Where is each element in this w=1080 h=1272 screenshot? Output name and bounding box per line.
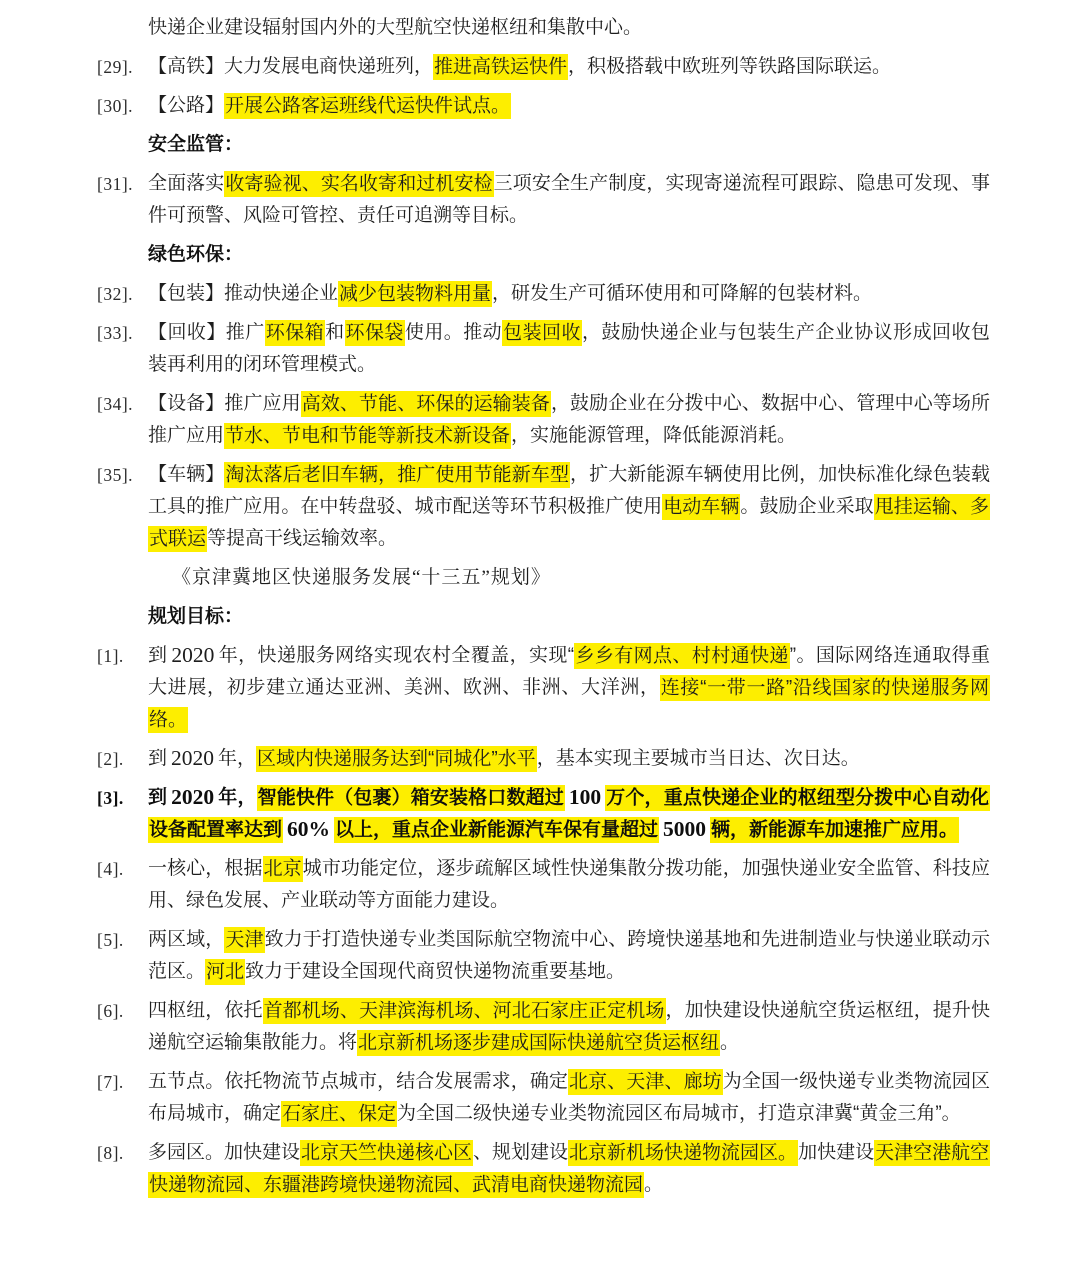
paragraph-text — [148, 601, 990, 633]
paragraph-3 — [97, 782, 990, 846]
number-value: 60% — [287, 817, 331, 841]
paragraph-text — [148, 388, 990, 452]
paragraph-4 — [97, 853, 990, 917]
highlighted-text: 河北 — [205, 959, 245, 985]
paragraph-number: [2]. — [97, 749, 124, 769]
paragraph-number — [97, 129, 148, 161]
paragraph-7 — [97, 1066, 990, 1130]
paragraph-text — [148, 51, 990, 83]
text-run: ，鼓励企业在分拨中心、数据中心、管理中心等场所推广应用 — [148, 393, 990, 446]
text-run: 到 — [148, 645, 168, 666]
text-run: ，扩大新能源车辆使用比例，加快标准化绿色装载工具的推广应用。在中转盘驳、城市配送等环节积极推广使用 — [148, 464, 990, 517]
text-run: 【高铁】大力发展电商快递班列， — [148, 56, 434, 77]
paragraph-2 — [97, 743, 990, 775]
highlighted-text: 连接“一带一路”沿线国家的快递服务网络。 — [148, 675, 990, 733]
text-run: 。 — [644, 1174, 664, 1195]
highlighted-text: 北京新机场快递物流园区。 — [568, 1140, 798, 1166]
highlighted-text: 辆，新能源车加速推广应用。 — [710, 817, 959, 843]
number-value: 2020 — [171, 785, 215, 809]
text-run: 多园区。加快建设 — [148, 1142, 301, 1163]
text-run: 一核心，根据 — [148, 858, 263, 879]
paragraph-number: [32]. — [97, 284, 134, 304]
paragraph-number: [35]. — [97, 465, 134, 485]
paragraph-number: [1]. — [97, 646, 124, 666]
text-run: 使用。推动 — [404, 322, 503, 343]
paragraph-text — [148, 743, 990, 775]
highlighted-text: 区域内快递服务达到“同城化”水平 — [256, 746, 537, 772]
text-run: 【包装】推动快递企业 — [148, 283, 339, 304]
text-run: 到 — [148, 787, 168, 808]
paragraph-5 — [97, 924, 990, 988]
highlighted-text: 天津空港航空快递物流园、东疆港跨境快递物流园、武清电商快递物流园 — [148, 1140, 990, 1198]
text-run: 到 — [148, 748, 168, 769]
paragraph-text — [148, 129, 990, 161]
text-run: 。鼓励企业采取 — [740, 496, 874, 517]
text-run: 《京津冀地区快递服务发展“十三五”规划》 — [172, 567, 551, 588]
paragraph-number: [29]. — [97, 57, 134, 77]
text-run: 绿色环保： — [148, 244, 244, 265]
section-header-green — [97, 239, 990, 271]
paragraph-text — [148, 90, 990, 122]
text-run: 【公路】 — [148, 95, 225, 116]
paragraph-number — [97, 12, 148, 44]
highlighted-text: 甩挂运输、多式联运 — [148, 494, 990, 552]
text-run: 等提高干线运输效率。 — [207, 528, 398, 549]
text-run: 致力于建设全国现代商贸快递物流重要基地。 — [245, 961, 626, 982]
text-run: ”。国际网络连通取得重大进展，初步建立通达亚洲、美洲、欧洲、非洲、大洋洲， — [148, 645, 990, 698]
text-run: 为全国二级快递专业类物流园区布局城市，打造京津冀“黄金三角”。 — [397, 1103, 961, 1124]
highlighted-text: 北京新机场逐步建成国际快递航空货运枢纽 — [357, 1030, 720, 1056]
highlighted-text: 环保箱 — [265, 320, 325, 346]
highlighted-text: 收寄验视、实名收寄和过机安检 — [224, 171, 493, 197]
highlighted-text: 环保袋 — [345, 320, 405, 346]
paragraph-30 — [97, 90, 990, 122]
text-run: 四枢纽，依托 — [148, 1000, 263, 1021]
number-value: 2020 — [171, 643, 215, 667]
paragraph-29 — [97, 51, 990, 83]
paragraph-text — [148, 459, 990, 555]
text-run: 致力于打造快递专业类国际航空物流中心、跨境快递基地和先进制造业与快递业联动示范区。 — [148, 929, 990, 982]
highlighted-text: 推进高铁运快件 — [433, 54, 568, 80]
paragraph-8 — [97, 1137, 990, 1201]
text-run: 【车辆】 — [148, 464, 225, 485]
highlighted-text: 智能快件（包裹）箱安装格口数超过 — [257, 785, 565, 811]
highlighted-text: 万个，重点快递企业的枢纽型分拨中心自动化设备配置率达到 — [148, 785, 990, 843]
highlighted-text: 电动车辆 — [662, 494, 740, 520]
paragraph-text — [148, 562, 990, 594]
paragraph-text — [148, 12, 990, 44]
highlighted-text: 北京天竺快递核心区 — [300, 1140, 473, 1166]
text-run: 快递企业建设辐射国内外的大型航空快递枢纽和集散中心。 — [148, 17, 643, 38]
text-run: 两区域， — [148, 929, 225, 950]
text-run: 加快建设 — [798, 1142, 875, 1163]
paragraph-text — [148, 924, 990, 988]
highlighted-text: 淘汰落后老旧车辆，推广使用节能新车型 — [224, 462, 570, 488]
text-run: ，加快建设快递航空货运枢纽，提升快递航空运输集散能力。将 — [148, 1000, 990, 1053]
paragraph-number: [4]. — [97, 859, 124, 879]
text-run: ，基本实现主要城市当日达、次日达。 — [536, 748, 860, 769]
text-run: 安全监管： — [148, 134, 244, 155]
paragraph-text — [148, 782, 990, 846]
text-run: 全面落实 — [148, 173, 225, 194]
section-header-goals — [97, 601, 990, 633]
text-run: 、规划建设 — [473, 1142, 569, 1163]
paragraph-number: [34]. — [97, 394, 134, 414]
paragraph-number: [7]. — [97, 1072, 124, 1092]
paragraph-text — [148, 239, 990, 271]
paragraph-number — [97, 601, 148, 633]
paragraph-6 — [97, 995, 990, 1059]
section-header-safety — [97, 129, 990, 161]
text-run: ，实施能源管理，降低能源消耗。 — [511, 425, 797, 446]
highlighted-text: 北京、天津、廊坊 — [568, 1069, 723, 1095]
text-run: 【设备】推广应用 — [148, 393, 301, 414]
text-run: ，研发生产可循环使用和可降解的包装材料。 — [492, 283, 873, 304]
paragraph-text — [148, 278, 990, 310]
highlighted-text: 天津 — [224, 927, 264, 953]
paragraph-continuation — [97, 12, 990, 44]
paragraph-number — [97, 239, 148, 271]
text-run: 。 — [720, 1032, 740, 1053]
number-value: 2020 — [171, 746, 215, 770]
text-run: 城市功能定位，逐步疏解区域性快递集散分拨功能，加强快递业安全监管、科技应用、绿色发展、产业联动等方面能力建设。 — [148, 858, 990, 911]
paragraph-number: [5]. — [97, 930, 124, 950]
paragraph-33 — [97, 317, 990, 381]
paragraph-number: [3]. — [97, 788, 124, 808]
highlighted-text: 乡乡有网点、村村通快递 — [574, 643, 790, 669]
paragraph-number — [97, 562, 148, 594]
paragraph-number: [33]. — [97, 323, 134, 343]
document-title — [97, 562, 990, 594]
paragraph-32 — [97, 278, 990, 310]
highlighted-text: 北京 — [263, 856, 303, 882]
highlighted-text: 以上，重点企业新能源汽车保有量超过 — [334, 817, 659, 843]
text-run: 【回收】推广 — [148, 322, 265, 343]
text-run: 年， — [218, 787, 257, 808]
text-run: 年，快递服务网络实现农村全覆盖，实现“ — [218, 645, 575, 666]
text-run: ，积极搭载中欧班列等铁路国际联运。 — [568, 56, 892, 77]
text-run: 年， — [218, 748, 257, 769]
paragraph-number: [30]. — [97, 96, 134, 116]
text-run: 和 — [325, 322, 345, 343]
text-run: 五节点。依托物流节点城市，结合发展需求，确定 — [148, 1071, 569, 1092]
highlighted-text: 节水、节电和节能等新技术新设备 — [224, 423, 511, 449]
highlighted-text: 首都机场、天津滨海机场、河北石家庄正定机场 — [263, 998, 666, 1024]
paragraph-number: [6]. — [97, 1001, 124, 1021]
number-value: 100 — [568, 785, 602, 809]
paragraph-35 — [97, 459, 990, 555]
paragraph-31 — [97, 168, 990, 232]
paragraph-text — [148, 1066, 990, 1130]
highlighted-text: 开展公路客运班线代运快件试点。 — [224, 93, 511, 119]
paragraph-text — [148, 1137, 990, 1201]
paragraph-1 — [97, 640, 990, 736]
highlighted-text: 石家庄、保定 — [281, 1101, 397, 1127]
paragraph-text — [148, 317, 990, 381]
text-run: 三项安全生产制度，实现寄递流程可跟踪、隐患可发现、事件可预警、风险可管控、责任可追溯等目标。 — [148, 173, 990, 226]
paragraph-34 — [97, 388, 990, 452]
number-value: 5000 — [663, 817, 707, 841]
paragraph-text — [148, 640, 990, 736]
text-run: 为全国一级快递专业类物流园区布局城市，确定 — [148, 1071, 990, 1124]
paragraph-number: [31]. — [97, 174, 134, 194]
text-run: ，鼓励快递企业与包装生产企业协议形成回收包装再利用的闭环管理模式。 — [148, 322, 990, 375]
paragraph-text — [148, 853, 990, 917]
highlighted-text: 减少包装物料用量 — [338, 281, 492, 307]
highlighted-text: 高效、节能、环保的运输装备 — [301, 391, 551, 417]
paragraph-number: [8]. — [97, 1143, 124, 1163]
text-run: 规划目标： — [148, 606, 244, 627]
paragraph-text — [148, 995, 990, 1059]
highlighted-text: 包装回收 — [502, 320, 582, 346]
paragraph-text — [148, 168, 990, 232]
